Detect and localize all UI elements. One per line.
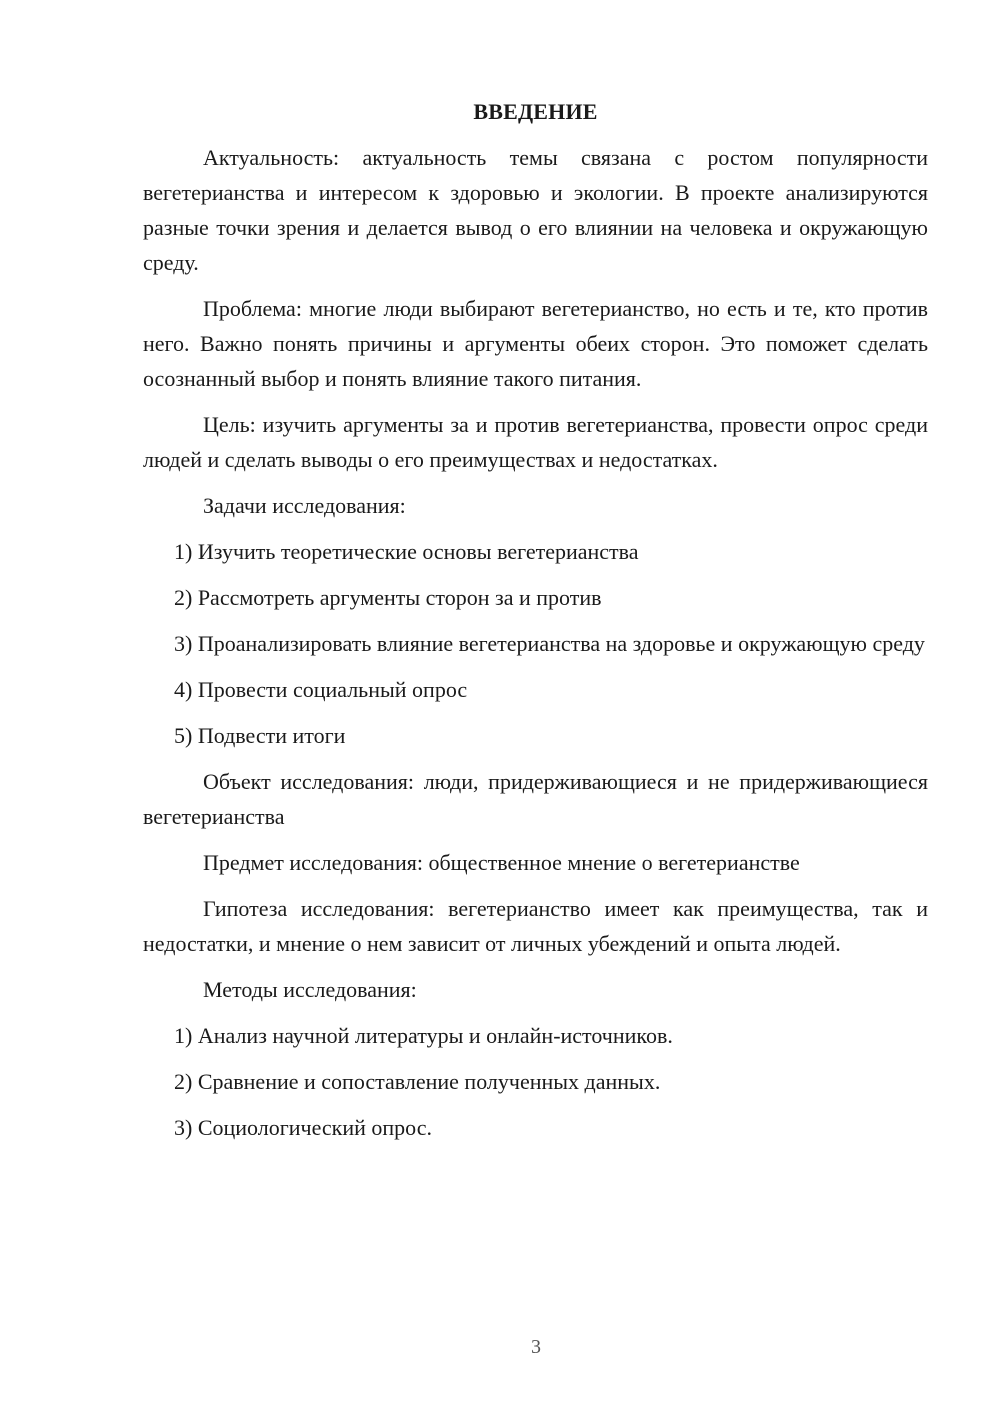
- problem-paragraph: Проблема: многие люди выбирают вегетерианство, но есть и те, кто против него. Важно понять причины и аргументы обеих сторон. Это поможет сделать осознанный выбор и понять влияние такого питания.: [143, 296, 928, 391]
- object-paragraph: Объект исследования: люди, придерживающиеся и не придерживающиеся вегетерианства: [143, 769, 928, 829]
- goal-paragraph: Цель: изучить аргументы за и против вегетерианства, провести опрос среди людей и сделать выводы о его преимуществах и недостатках.: [143, 412, 928, 472]
- methods-heading: Методы исследования:: [203, 977, 417, 1002]
- task-item-3: 3) Проанализировать влияние вегетерианства на здоровье и окружающую среду: [174, 631, 925, 656]
- task-item-1: 1) Изучить теоретические основы вегетерианства: [174, 539, 639, 564]
- task-item-5: 5) Подвести итоги: [174, 723, 346, 748]
- section-title: ВВЕДЕНИЕ: [473, 99, 598, 124]
- relevance-paragraph: Актуальность: актуальность темы связана с ростом популярности вегетерианства и интересом к здоровью и экологии. В проекте анализируются разные точки зрения и делается вывод о его влиянии на человека и окружающую среду.: [143, 145, 928, 275]
- task-item-2: 2) Рассмотреть аргументы сторон за и против: [174, 585, 602, 610]
- method-item-3: 3) Социологический опрос.: [174, 1115, 432, 1140]
- method-item-2: 2) Сравнение и сопоставление полученных данных.: [174, 1069, 661, 1094]
- task-item-4: 4) Провести социальный опрос: [174, 677, 468, 702]
- subject-paragraph: Предмет исследования: общественное мнение о вегетерианстве: [203, 850, 800, 875]
- method-item-1: 1) Анализ научной литературы и онлайн-источников.: [174, 1023, 673, 1048]
- page-content: [143, 96, 928, 1145]
- tasks-heading: Задачи исследования:: [203, 493, 406, 518]
- hypothesis-paragraph: Гипотеза исследования: вегетерианство имеет как преимущества, так и недостатки, и мнение о нем зависит от личных убеждений и опыта людей.: [143, 896, 928, 956]
- page-number: 3: [531, 1336, 541, 1358]
